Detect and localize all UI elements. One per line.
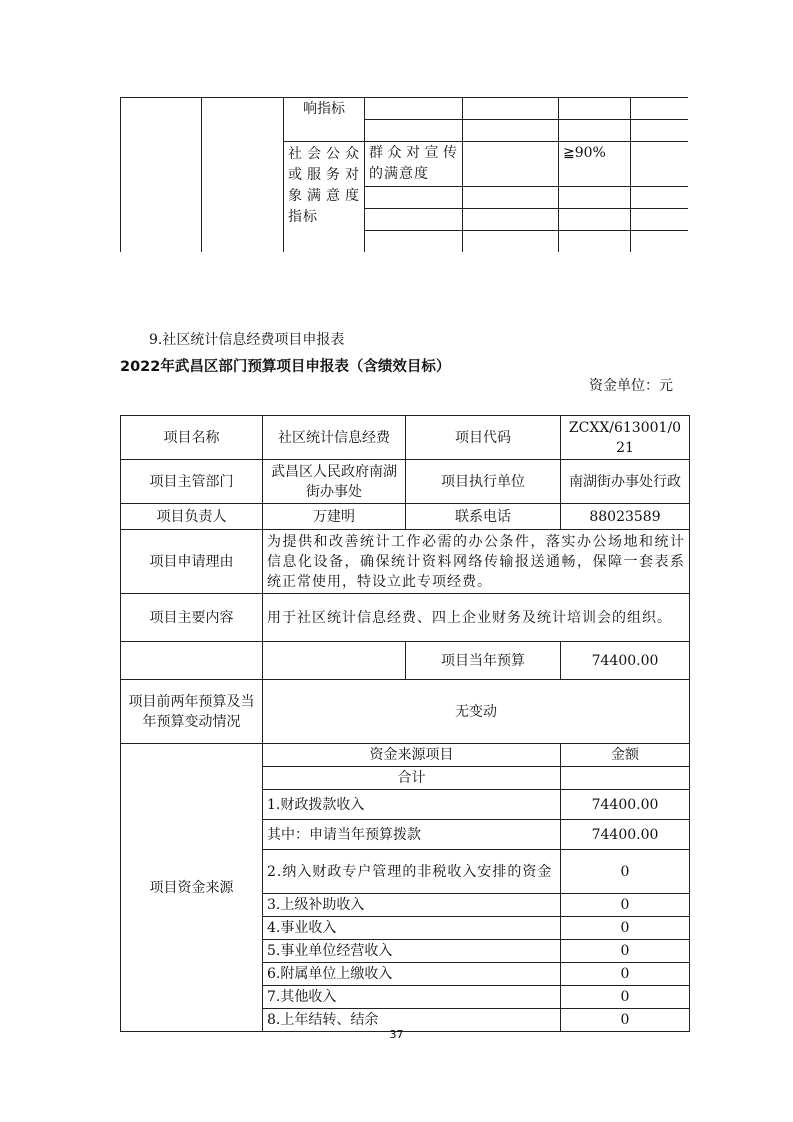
funding-row-item: 6.附属单位上缴收入 (263, 963, 561, 986)
funding-row-item: 4.事业收入 (263, 917, 561, 940)
performance-table-continued (120, 97, 688, 252)
funding-row-amount: 74400.00 (561, 820, 690, 850)
funding-row-amount: 0 (561, 1009, 690, 1032)
project-name-label: 项目名称 (121, 416, 263, 460)
funding-total-amount (561, 767, 690, 790)
funding-row-amount: 0 (561, 986, 690, 1009)
budget-change-value: 无变动 (263, 680, 690, 744)
project-name-value: 社区统计信息经费 (263, 416, 406, 460)
exec-unit-value: 南湖街办事处行政 (561, 460, 690, 504)
table-title: 2022年武昌区部门预算项目申报表（含绩效目标） (120, 359, 451, 375)
funding-col-source: 资金来源项目 (263, 744, 561, 767)
page-number: 37 (389, 1028, 404, 1041)
funding-row-item: 3.上级补助收入 (263, 894, 561, 917)
budget-application-table (120, 415, 690, 1032)
funding-source-label: 项目资金来源 (121, 744, 263, 1032)
top-level2-cell (202, 98, 284, 253)
funding-row-item: 8.上年结转、结余 (263, 1009, 561, 1032)
section-heading: 9.社区统计信息经费项目申报表 (149, 332, 345, 348)
budget-label: 项目当年预算 (406, 642, 561, 680)
funding-row-amount: 0 (561, 894, 690, 917)
funding-row-item: 7.其他收入 (263, 986, 561, 1009)
phone-label: 联系电话 (406, 504, 561, 530)
top-indicator-label: 响指标 (284, 98, 365, 142)
satisfaction-target-value: ≧90% (559, 142, 631, 187)
project-code-label: 项目代码 (406, 416, 561, 460)
funding-row-amount: 0 (561, 940, 690, 963)
dept-value: 武昌区人民政府南湖街办事处 (263, 460, 406, 504)
budget-value: 74400.00 (561, 642, 690, 680)
funding-row-item: 2.纳入财政专户管理的非税收入安排的资金 (263, 850, 561, 894)
budget-change-label: 项目前两年预算及当年预算变动情况 (121, 680, 263, 744)
funding-row-amount: 0 (561, 917, 690, 940)
top-level1-cell (121, 98, 202, 253)
funding-row-amount: 0 (561, 850, 690, 894)
funding-row-item: 其中：申请当年预算拨款 (263, 820, 561, 850)
funding-row-amount: 0 (561, 963, 690, 986)
project-code-value: ZCXX/613001/021 (561, 416, 690, 460)
funding-col-amount: 金额 (561, 744, 690, 767)
reason-label: 项目申请理由 (121, 530, 263, 594)
funding-row-item: 5.事业单位经营收入 (263, 940, 561, 963)
funding-row-amount: 74400.00 (561, 790, 690, 820)
phone-value: 88023589 (561, 504, 690, 530)
content-value: 用于社区统计信息经费、四上企业财务及统计培训会的组织。 (263, 594, 690, 642)
currency-unit: 资金单位：元 (589, 378, 673, 394)
leader-value: 万建明 (263, 504, 406, 530)
dept-label: 项目主管部门 (121, 460, 263, 504)
exec-unit-label: 项目执行单位 (406, 460, 561, 504)
satisfaction-item: 群众对宣传的满意度 (365, 142, 463, 187)
satisfaction-indicator-label: 社会公众或服务对象满意度指标 (284, 142, 365, 253)
reason-value: 为提供和改善统计工作必需的办公条件，落实办公场地和统计信息化设备，确保统计资料网络传输报送通畅，保障一套表系统正常使用，特设立此专项经费。 (263, 530, 690, 594)
funding-row-item: 1.财政拨款收入 (263, 790, 561, 820)
funding-total-label: 合计 (263, 767, 561, 790)
leader-label: 项目负责人 (121, 504, 263, 530)
content-label: 项目主要内容 (121, 594, 263, 642)
